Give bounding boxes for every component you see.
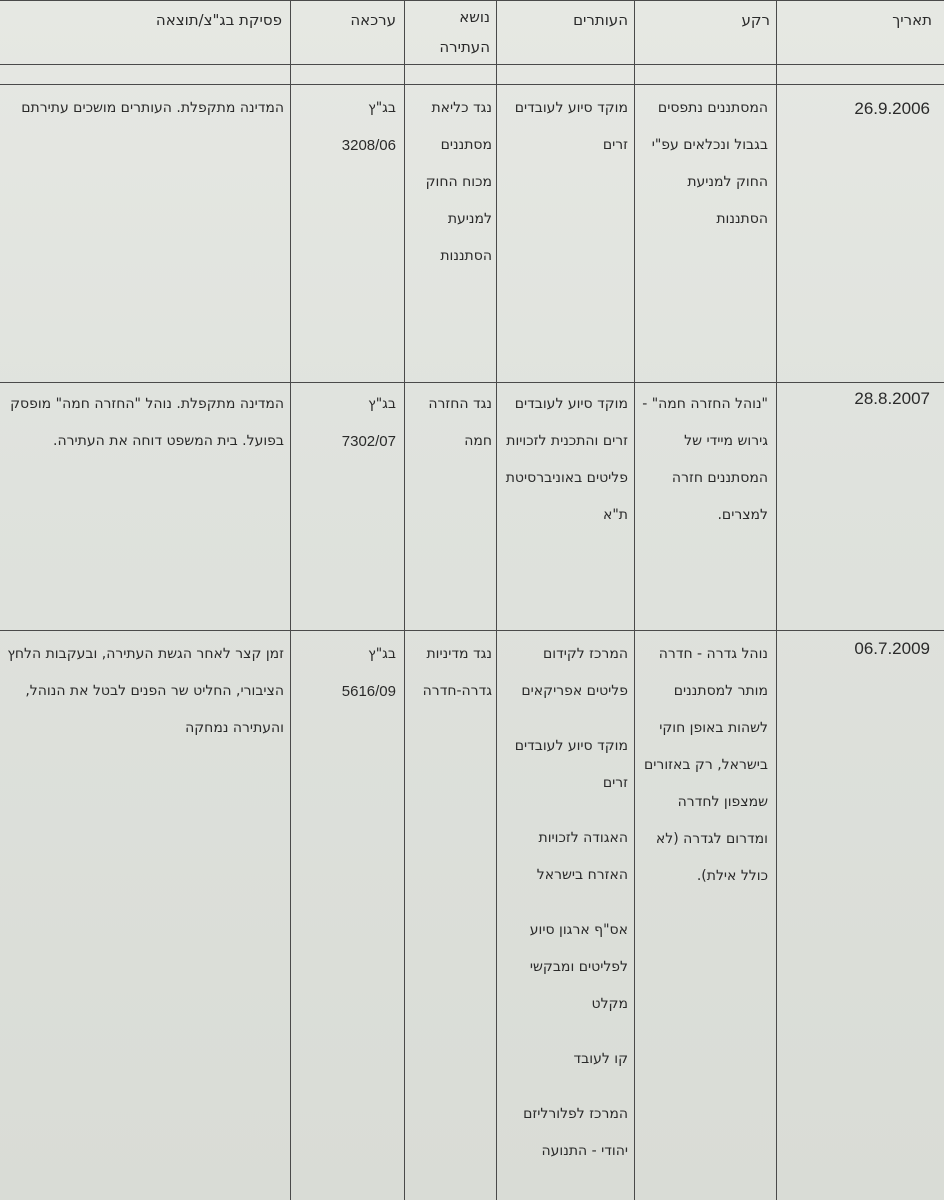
petitioner-item: האגודה לזכויות האזרח בישראל: [536, 830, 628, 883]
column-divider: [496, 0, 497, 1200]
row-1-ruling: המדינה מתקפלת. העותרים מושכים עתירתם: [21, 100, 284, 116]
row-2-court-label: בג"ץ: [368, 396, 396, 412]
column-divider: [290, 0, 291, 1200]
header-ruling: פסיקת בג"צ/תוצאה: [155, 11, 282, 29]
table-top-border: [0, 0, 944, 1]
row-2-background: "נוהל החזרה חמה" - גירוש מיידי של המסתננים חזרה למצרים.: [642, 396, 768, 523]
row-2-subject: נגד החזרה חמה: [428, 396, 492, 449]
row-1-petitioners: מוקד סיוע לעובדים זרים: [514, 100, 628, 153]
header-date: תאריך: [892, 11, 932, 29]
row-1-case-number: 3208/06: [341, 137, 396, 154]
row-3-court-label: בג"ץ: [368, 646, 396, 662]
row-2-case-number: 7302/07: [341, 433, 396, 450]
header-bottom-border: [0, 64, 944, 65]
row-3-background: נוהל גדרה - חדרה מותר למסתננים לשהות באופן חוקי בישראל, רק באזורים שמצפון לחדרה ומדרום לגדרה (לא כולל אילת).: [644, 646, 768, 884]
petitioner-item: אס"ף ארגון סיוע לפליטים ומבקשי מקלט: [529, 922, 628, 1012]
petitioner-item: המרכז לקידום פליטים אפריקאים: [521, 646, 628, 699]
row-1-court-label: בג"ץ: [368, 100, 396, 116]
header-background: רקע: [741, 11, 770, 29]
row-1-background: המסתננים נתפסים בגבול ונכלאים עפ"י החוק למניעת הסתננות: [651, 100, 768, 227]
row-1-date: 26.9.2006: [854, 99, 930, 118]
petitioner-item: המרכז לפלורליזם יהודי - התנועה: [523, 1106, 628, 1159]
row-2-ruling: המדינה מתקפלת. נוהל "החזרה חמה" מופסק בפועל. בית המשפט דוחה את העתירה.: [10, 396, 284, 449]
row-3-date: 06.7.2009: [854, 639, 930, 658]
petitioner-item: מוקד סיוע לעובדים זרים: [514, 738, 628, 791]
row-3-case-number: 5616/09: [341, 683, 396, 700]
row-3-subject: נגד מדיניות גדרה-חדרה: [422, 646, 492, 699]
header-court: ערכאה: [350, 11, 396, 29]
row-2-petitioners: מוקד סיוע לעובדים זרים והתכנית לזכויות פליטים באוניברסיטת ת"א: [505, 396, 628, 523]
row-3-petitioners: [504, 636, 628, 1170]
row-1-subject: נגד כליאת מסתננים מכוח החוק למניעת הסתננות: [425, 100, 492, 264]
column-divider: [404, 0, 405, 1200]
body-top-border: [0, 84, 944, 85]
header-subject: נושא העתירה: [439, 8, 490, 56]
petitioner-item: קו לעובד: [573, 1051, 628, 1067]
column-divider: [776, 0, 777, 1200]
header-petitioners: העותרים: [573, 11, 628, 29]
row-2-date: 28.8.2007: [854, 389, 930, 408]
row-3-ruling: זמן קצר לאחר הגשת העתירה, ובעקבות הלחץ הציבורי, החליט שר הפנים לבטל את הנוהל, והעתירה נמחקה: [7, 646, 284, 736]
column-divider: [634, 0, 635, 1200]
